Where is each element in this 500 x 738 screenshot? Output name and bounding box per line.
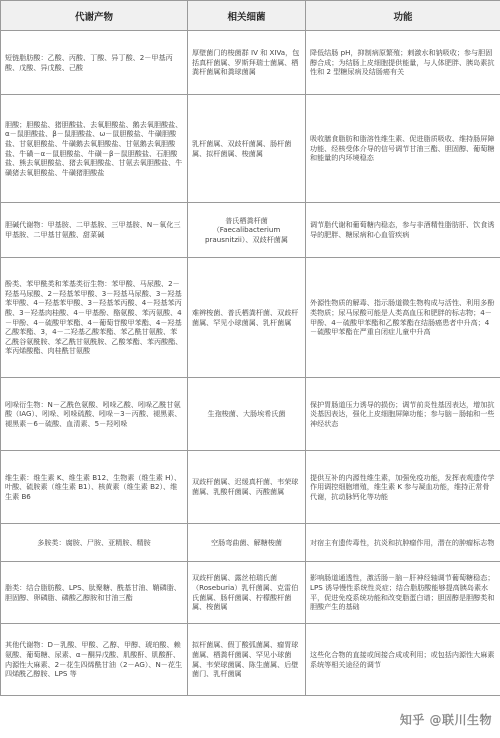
bacteria-cell: 厚壁菌门的梭菌群 IV 和 XIVa，包括真杆菌属、罗斯拜瑞士菌属、栖粪杆菌属和粪球菌属 [188,31,306,95]
header-metabolite: 代谢产物 [1,1,188,31]
function-cell: 调节脂代谢和葡萄糖内稳态，参与非酒精性脂肪肝、饮食诱导的肥胖、糖尿病和心血管疾病 [306,203,500,258]
function-cell: 外源性物质的解毒、指示肠道微生物构成与活性、利用多酚类物质；尿马尿酸可能是人类高血压和肥胖的标志物；4－甲酚、4－硫酸甲苯酯和乙酸苯酯在结肠癌患者中升高；4－硫酸甲苯酯在严重自闭症儿童中升高 [306,258,500,378]
metabolite-cell: 维生素：维生素 K、维生素 B12、生物素（维生素 H）、叶酸、硫胺素（维生素 B1）、核黄素（维生素 B2）、维生素 B6 [1,451,188,524]
metabolite-cell: 脂类：结合脂肪酸、LPS、肽聚糖、酰基甘油、鞘磷脂、胆固醇、卵磷脂、磷酸乙醇胺和甘油三酯 [1,562,188,624]
metabolite-cell: 吲哚衍生物：N－乙酰色氨酸、吲哚乙酸、吲哚乙酰甘氨酸（IAG）、吲哚、吲哚硫酸、吲哚－3－丙酸、褪黑素、褪黑素－6－硫酸、血清素、5－羟吲哚 [1,378,188,451]
function-cell: 这些化合物的直接或间接合成或利用；或包括内源性大麻素系统等相关途径的调节 [306,624,500,696]
bacteria-cell: 生孢梭菌、大肠埃希氏菌 [188,378,306,451]
header-function: 功能 [306,1,500,31]
table-row [1,31,500,95]
bacteria-cell: 普氏栖粪杆菌（Faecalibacterium prausnitzii）、双歧杆菌属 [188,203,306,258]
table-header-row [1,1,500,31]
table-row [1,624,500,696]
table-row [1,203,500,258]
bacteria-cell: 难辨梭菌、普氏栖粪杆菌、双歧杆菌属、罕见小球菌属、乳杆菌属 [188,258,306,378]
metabolite-cell: 胆酸；胆酸盐、猪胆酸盐、去氧胆酸盐、鹅去氧胆酸盐、α－鼠胆酸盐、β－鼠胆酸盐、ω－鼠胆酸盐、牛磺胆酸盐、甘氨胆酸盐、牛磺鹅去氧胆酸盐、甘氨鹅去氧胆酸盐、牛磺－α－鼠胆酸盐、牛磺－β－鼠胆酸盐、石胆酸盐、熊去氧胆酸盐、猪去氧胆酸盐、甘氨去氧胆酸盐、牛磺猪去氧胆酸盐、牛磺猪胆酸盐 [1,95,188,203]
bacteria-cell: 乳杆菌属、双歧杆菌属、肠杆菌属、拟杆菌属、梭菌属 [188,95,306,203]
bacteria-cell: 双歧杆菌属、露丝柏瑞氏菌（Roseburia）乳杆菌属、克雷伯氏菌属、肠杆菌属、柠檬酸杆菌属、梭菌属 [188,562,306,624]
function-cell: 提供互补的内源性维生素，加强免疫功能，发挥表观遗传学作用调控细胞增殖，维生素 K 参与凝血功能，维持正常骨代谢，抗动脉钙化等功能 [306,451,500,524]
metabolite-cell: 胆碱代谢物：甲基胺、二甲基胺、三甲基胺、N－氧化三甲基胺、二甲基甘氨酸、甜菜碱 [1,203,188,258]
metabolite-cell: 多胺类：腐胺、尸胺、亚精胺、精胺 [1,524,188,562]
bacteria-cell: 双歧杆菌属、迟缓真杆菌、韦荣球菌属、乳酸杆菌属、丙酸菌属 [188,451,306,524]
bacteria-cell: 拟杆菌属、假丁酸弧菌属、瘤胃球菌属、栖粪杆菌属、罕见小球菌属、韦荣球菌属、陈生菌属、后壁菌门、乳杆菌属 [188,624,306,696]
metabolite-cell: 短链脂肪酸：乙酸、丙酸、丁酸、异丁酸、2－甲基丙酸、戊酸、异戊酸、己酸 [1,31,188,95]
table-row [1,378,500,451]
function-cell: 对宿主有遗传毒性，抗炎和抗肿瘤作用，潜在的肿瘤标志物 [306,524,500,562]
watermark: 知乎 @联川生物 [399,713,492,727]
function-cell: 影响肠道通透性，激活肠－脑－肝神经轴调节葡萄糖稳态；LPS 诱导慢性系统性炎症；结合脂肪酸能够提高胰岛素水平，促进免疫系统功能和改变脂蛋白谱；胆固醇是胆醇类和胆酸产生的基础 [306,562,500,624]
table-row [1,451,500,524]
metabolite-cell: 其他代谢物：D－乳酸、甲酸、乙醇、甲醇、琥珀酸、赖氨酸、葡萄糖、尿素、α－酮异戊酸、肌酸酐、肌酸酐、内源性大麻素、2－花生四烯酰甘油（2－AG）、N－花生四烯酰乙醇胺、LPS 等 [1,624,188,696]
function-cell: 保护胃肠道压力诱导的损伤；调节前炎性基因表达，增加抗炎基因表达，强化上皮细胞屏障功能；参与脑－肠轴和一些神经状态 [306,378,500,451]
header-bacteria: 相关细菌 [188,1,306,31]
function-cell: 吸收膳食脂肪和脂溶性维生素、促进脂质吸收、维持肠屏障功能、经核受体介导的信号调节甘油三酯、胆固醇、葡萄糖和能量的内环境稳态 [306,95,500,203]
function-cell: 降低结肠 pH，抑制病原繁殖；刺激水和钠吸收；参与胆固醇合成；为结肠上皮细胞提供能量，与人体肥胖、胰岛素抗性和 2 型糖尿病及结肠癌有关 [306,31,500,95]
bacteria-cell: 空肠弯曲菌、解糖梭菌 [188,524,306,562]
table-row [1,524,500,562]
table-row [1,258,500,378]
table-row [1,95,500,203]
table-row [1,562,500,624]
metabolite-cell: 酚类、苯甲酰类和苯基类衍生物：苯甲酸、马尿酸、2－羟基马尿酸、2－羟基苯甲酸、3－羟基马尿酸、3－羟基苯甲酸、4－羟基苯甲酸、3－羟基苯丙酸、4－羟基苯丙酸、3－羟基肉桂酸、4－甲基酚、酪氨酸、苯丙氨酸、4－甲酚、4－硫酸甲苯酯、4－葡萄苷酸甲苯酯、4－羟基乙酸苯酯、3，4－二羟基乙酸苯酯、苯乙酰甘氨酸、苯乙酰谷氨酰胺、苯乙酰甘氨酰胺、乙酸苯酯、苯丙酸酯、苯丙烯酸酯、肉桂酰甘氨酸 [1,258,188,378]
